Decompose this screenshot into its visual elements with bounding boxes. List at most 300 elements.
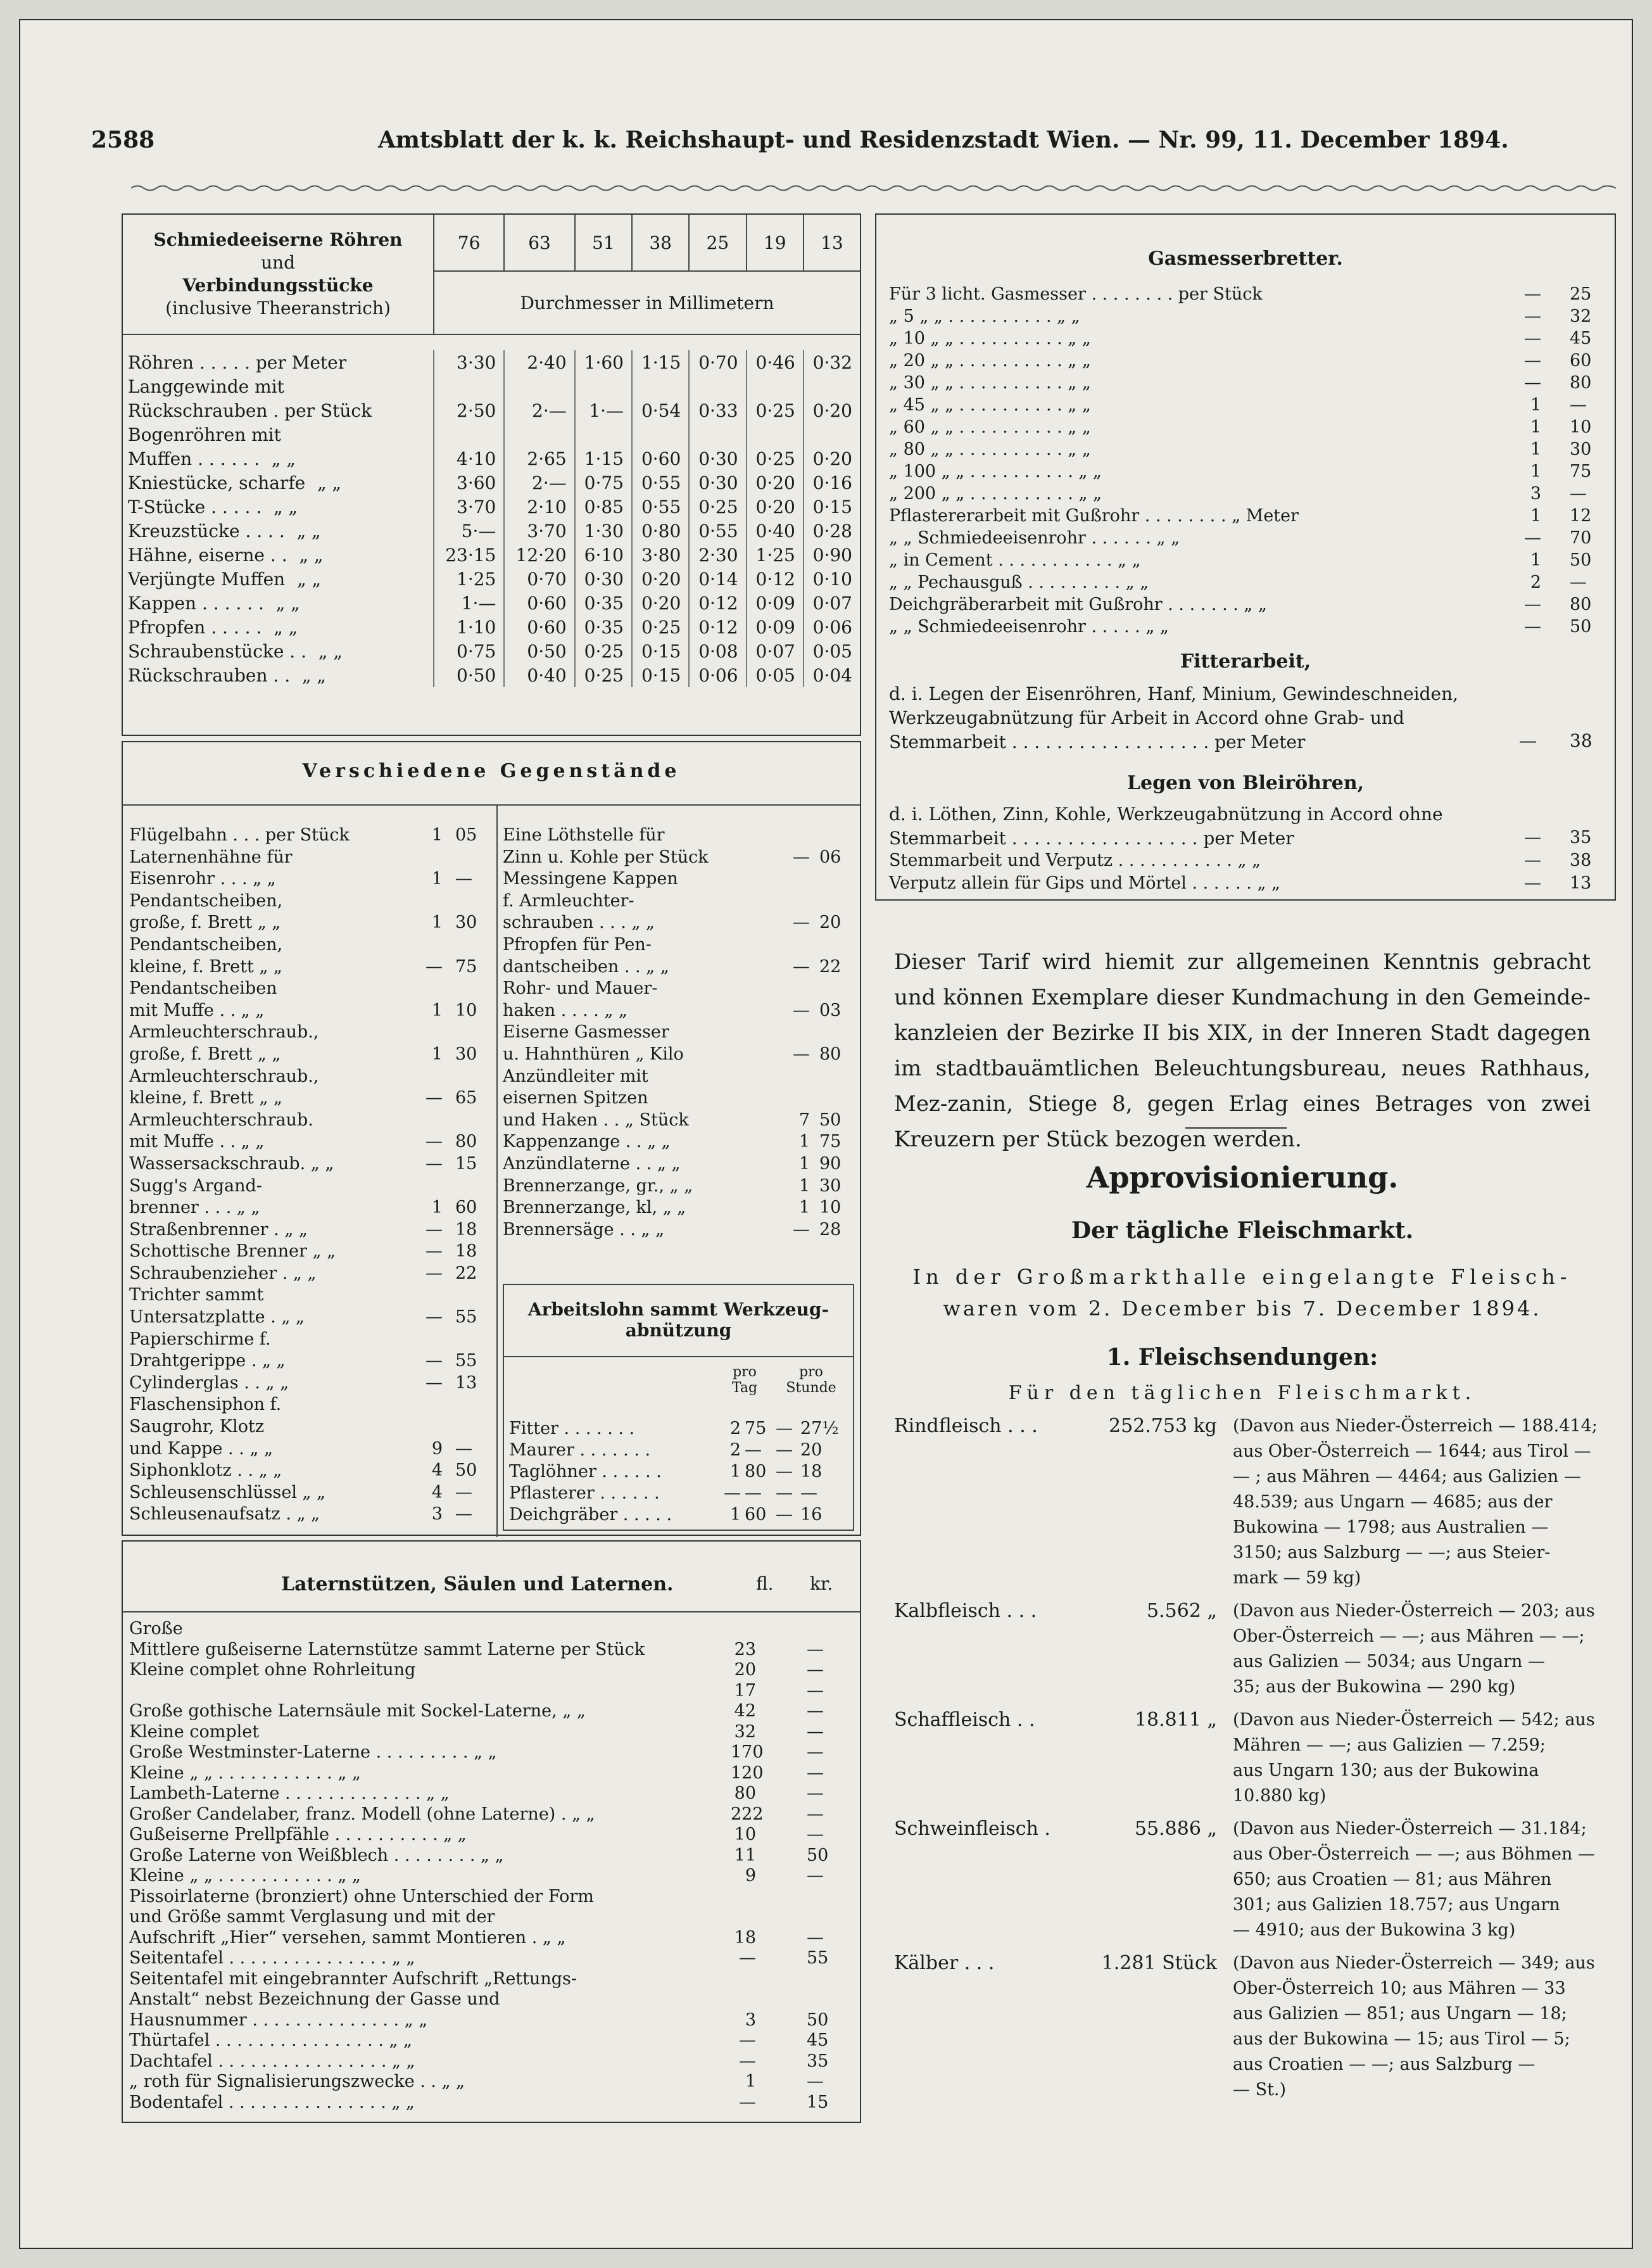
list-item xyxy=(129,868,490,890)
meat-amount: 1.281 Stück xyxy=(1101,1952,1217,1974)
detail-line: aus Ungarn 130; aus der Bukowina xyxy=(1233,1761,1539,1780)
item-label: Eisenrohr . . . „ „ xyxy=(129,869,276,889)
item-label: Pendantscheiben, xyxy=(129,934,283,954)
item-kr: 65 xyxy=(455,1088,477,1108)
item-label: „ 45 „ „ . . . . . . . . . . „ „ xyxy=(889,395,1091,415)
item-fl: — xyxy=(426,1307,443,1327)
table-row xyxy=(123,447,860,471)
list-item xyxy=(129,1482,490,1504)
posts-rows xyxy=(129,1619,857,2113)
list-item xyxy=(503,890,854,913)
cell-value: 1·15 xyxy=(575,447,632,471)
item-fl: 80 xyxy=(734,1783,756,1803)
table-row xyxy=(123,591,860,615)
list-item xyxy=(889,849,1611,872)
item-kr: 50 xyxy=(807,2010,829,2030)
item-label: Kleine „ „ . . . . . . . . . . . „ „ xyxy=(129,1763,361,1783)
item-fl: — xyxy=(426,1153,443,1174)
list-item xyxy=(129,1044,490,1066)
detail-line: (Davon aus Nieder-Österreich — 542; aus xyxy=(1233,1710,1595,1730)
labor-hr-fl: — xyxy=(776,1440,793,1460)
misc-box xyxy=(122,741,861,1536)
item-kr: 45 xyxy=(807,2030,829,2050)
item-label: Seitentafel mit eingebrannter Aufschrift „Rettungs- xyxy=(129,1968,577,1989)
item-label: mit Muffe . . „ „ xyxy=(129,1132,265,1152)
list-item xyxy=(129,1175,490,1198)
list-item xyxy=(129,1783,857,1804)
cell-value xyxy=(575,374,632,398)
table-row xyxy=(123,663,860,687)
item-label: Brennerzange, gr., „ „ xyxy=(503,1175,693,1196)
list-item xyxy=(129,1619,857,1640)
item-kr: — xyxy=(807,1763,824,1783)
item-label: Armleuchterschraub., xyxy=(129,1022,319,1042)
meat-name: Schaffleisch . . xyxy=(894,1709,1035,1731)
list-item xyxy=(889,327,1611,350)
item-label: Armleuchterschraub. xyxy=(129,1110,313,1130)
item-label: Rohr- und Mauer- xyxy=(503,979,658,999)
cell-value xyxy=(434,422,504,447)
cell-value: 1·— xyxy=(434,591,504,615)
list-item xyxy=(503,868,854,890)
table-row xyxy=(123,471,860,495)
row-name: Hähne, eiserne . . xyxy=(128,544,287,566)
list-item xyxy=(889,394,1611,416)
list-item xyxy=(129,890,490,913)
cell-value: 0·25 xyxy=(747,398,804,422)
posts-head-fl: fl. xyxy=(756,1573,774,1594)
item-fl: 1 xyxy=(798,1132,810,1152)
cell-value: 0·90 xyxy=(804,543,860,567)
cell-value: 0·15 xyxy=(632,663,689,687)
item-fl: 120 xyxy=(731,1763,764,1783)
list-item xyxy=(129,1066,490,1088)
row-unit: „ „ xyxy=(291,520,321,542)
cell-value: 0·70 xyxy=(689,350,746,374)
labor-row xyxy=(509,1483,851,1504)
item-fl: 1 xyxy=(1530,462,1541,481)
item-kr: — xyxy=(807,1701,824,1721)
list-item xyxy=(129,1969,857,1990)
list-item xyxy=(129,1284,490,1307)
list-item xyxy=(889,872,1611,895)
cell-value: 0·12 xyxy=(689,615,746,639)
cell-value: 2·— xyxy=(504,398,574,422)
row-label xyxy=(123,567,434,591)
cell-value: 1·25 xyxy=(747,543,804,567)
labor-name: Deichgräber . . . . . xyxy=(509,1505,672,1524)
item-fl: 1 xyxy=(431,869,443,889)
detail-line: aus Ober-Österreich — 1644; aus Tirol — xyxy=(1233,1441,1591,1461)
item-kr: — xyxy=(1570,395,1587,415)
meat-name: Kalbfleisch . . . xyxy=(894,1600,1037,1622)
item-label: Schottische Brenner „ „ xyxy=(129,1241,336,1262)
item-kr: 05 xyxy=(455,825,477,845)
detail-line: Bukowina — 1798; aus Australien — xyxy=(1233,1517,1549,1537)
cell-value: 2·40 xyxy=(504,350,574,374)
cell-value: 1·60 xyxy=(575,350,632,374)
item-label: Dachtafel . . . . . . . . . . . . . . . . „ „ xyxy=(129,2051,415,2071)
item-label: dantscheiben . . „ „ xyxy=(503,956,669,977)
item-label: Drahtgerippe . „ „ xyxy=(129,1351,286,1371)
diameter-63: 63 xyxy=(504,215,574,271)
list-item xyxy=(889,483,1611,505)
list-item xyxy=(503,912,854,934)
cell-value: 0·60 xyxy=(504,591,574,615)
list-item xyxy=(129,1197,490,1219)
item-fl: 1 xyxy=(798,1198,810,1218)
item-label: Anzündleiter mit xyxy=(503,1066,648,1086)
list-item xyxy=(889,438,1611,460)
item-label: „ 200 „ „ . . . . . . . . . . „ „ xyxy=(889,484,1102,504)
item-kr: 55 xyxy=(455,1307,477,1327)
list-item xyxy=(129,1887,857,1908)
posts-title: Laternstützen, Säulen und Laternen. xyxy=(281,1573,674,1595)
list-item xyxy=(889,505,1611,527)
item-fl: 222 xyxy=(731,1804,764,1824)
item-kr: 80 xyxy=(1570,595,1592,614)
item-kr: 38 xyxy=(1570,851,1592,870)
list-item xyxy=(503,1219,854,1241)
item-fl: — xyxy=(426,1132,443,1152)
item-label: und Größe sammt Verglasung und mit der xyxy=(129,1907,495,1927)
item-label: „ „ Schmiedeeisenrohr . . . . . „ „ xyxy=(889,617,1169,637)
row-name: Rückschrauben . . xyxy=(128,664,291,686)
list-item xyxy=(129,1825,857,1846)
item-label: „ „ Pechausguß . . . . . . . . . „ „ xyxy=(889,573,1149,592)
misc-title: Verschiedene Gegenstände xyxy=(302,760,681,782)
row-unit: „ „ xyxy=(312,472,342,493)
table-row xyxy=(123,519,860,543)
labor-day-kr: 60 xyxy=(745,1505,767,1524)
cell-value xyxy=(747,374,804,398)
cell-value: 1·15 xyxy=(632,350,689,374)
diameter-51: 51 xyxy=(575,215,632,271)
row-name: Verjüngte Muffen xyxy=(128,568,286,590)
labor-day-kr: — xyxy=(745,1483,762,1503)
item-label: eisernen Spitzen xyxy=(503,1088,648,1108)
cell-value: 1·10 xyxy=(434,615,504,639)
fitter-fl: — xyxy=(1519,730,1537,751)
meat-detail xyxy=(1233,1951,1595,2103)
item-fl: 3 xyxy=(1530,484,1541,504)
list-item xyxy=(129,1866,857,1887)
cell-value: 0·04 xyxy=(804,663,860,687)
item-label: Thürtafel . . . . . . . . . . . . . . . . „ „ xyxy=(129,2030,413,2050)
list-item xyxy=(503,956,854,979)
list-item xyxy=(129,1989,857,2010)
list-item xyxy=(129,2030,857,2051)
cell-value: 0·25 xyxy=(689,495,746,519)
item-label: „ 60 „ „ . . . . . . . . . . „ „ xyxy=(889,417,1091,437)
list-item xyxy=(129,1263,490,1285)
blei-rows xyxy=(889,827,1611,895)
misc-right-list xyxy=(503,825,854,1241)
item-kr: 03 xyxy=(819,1000,842,1020)
item-label: Seitentafel . . . . . . . . . . . . . . . „ „ xyxy=(129,1948,415,1968)
list-item xyxy=(129,1460,490,1482)
cell-value: 0·70 xyxy=(504,567,574,591)
item-label: Schraubenzieher . „ „ xyxy=(129,1263,317,1283)
item-label: Untersatzplatte . „ „ xyxy=(129,1307,305,1327)
cell-value xyxy=(804,422,860,447)
row-label xyxy=(123,422,434,447)
item-label: Pendantscheiben xyxy=(129,979,277,999)
detail-line: (Davon aus Nieder-Österreich — 349; aus xyxy=(1233,1953,1595,1973)
item-label: brenner . . . „ „ xyxy=(129,1198,260,1218)
item-fl: 1 xyxy=(1530,395,1541,415)
table-row xyxy=(123,422,860,447)
table-row xyxy=(123,350,860,374)
cell-value: 0·20 xyxy=(747,495,804,519)
item-fl: — xyxy=(739,2051,756,2071)
table-row xyxy=(123,567,860,591)
item-fl: — xyxy=(1524,373,1541,393)
list-item xyxy=(889,827,1611,849)
list-item xyxy=(503,1022,854,1044)
meat-amount: 252.753 kg xyxy=(1109,1415,1217,1437)
item-fl: 170 xyxy=(731,1742,764,1762)
gas-rows xyxy=(889,283,1611,638)
page-header xyxy=(20,20,1634,172)
cell-value: 0·08 xyxy=(689,639,746,663)
detail-line: 10.880 kg) xyxy=(1233,1786,1327,1806)
labor-day-fl: 2 xyxy=(729,1440,741,1460)
row-label xyxy=(123,398,434,422)
item-label: Straßenbrenner . „ „ xyxy=(129,1219,308,1239)
list-item xyxy=(129,1948,857,1969)
list-item xyxy=(503,1197,854,1219)
item-fl: 3 xyxy=(431,1504,443,1524)
item-label: Gußeiserne Prellpfähle . . . . . . . . . . „ „ xyxy=(129,1825,467,1844)
row-unit: „ „ xyxy=(270,592,300,614)
cell-value: 0·05 xyxy=(804,639,860,663)
row-name: Kappen . . . . . . xyxy=(128,592,264,614)
item-kr: — xyxy=(807,1742,824,1762)
item-fl: 42 xyxy=(734,1701,756,1721)
item-kr: 12 xyxy=(1570,506,1592,526)
header-rule xyxy=(131,184,1616,193)
cell-value: 0·40 xyxy=(747,519,804,543)
diameter-13: 13 xyxy=(804,215,860,271)
item-label: „ „ Schmiedeeisenrohr . . . . . . „ „ xyxy=(889,528,1180,548)
cell-value: 2·10 xyxy=(504,495,574,519)
item-label: Anzündlaterne . . „ „ xyxy=(503,1153,681,1174)
blei-title: Legen von Bleiröhren, xyxy=(1126,772,1365,794)
item-kr: 50 xyxy=(455,1460,477,1481)
item-kr: 80 xyxy=(1570,373,1592,393)
list-item xyxy=(503,1066,854,1088)
cell-value: 4·10 xyxy=(434,447,504,471)
blei-line: Stemmarbeit . . . . . . . . . . . . . . . . . per Meter xyxy=(889,828,1294,849)
table-row xyxy=(123,398,860,422)
item-kr: 18 xyxy=(455,1219,477,1239)
cell-value: 2·— xyxy=(504,471,574,495)
pipes-title-4: (inclusive Theeranstrich) xyxy=(165,298,391,319)
row-unit: „ „ xyxy=(268,616,298,638)
row-label xyxy=(123,471,434,495)
cell-value: 3·70 xyxy=(434,495,504,519)
list-item xyxy=(129,1110,490,1132)
item-kr: 55 xyxy=(455,1351,477,1371)
cell-value: 0·33 xyxy=(689,398,746,422)
detail-line: aus Ober-Österreich — —; aus Böhmen — xyxy=(1233,1844,1595,1864)
approv-subtitle: Der tägliche Fleischmarkt. xyxy=(1071,1217,1414,1244)
item-label: Sugg's Argand- xyxy=(129,1175,262,1196)
cell-value: 0·16 xyxy=(804,471,860,495)
item-kr: 90 xyxy=(819,1153,842,1174)
pipes-title-cell xyxy=(123,215,434,334)
item-label: Papierschirme f. xyxy=(129,1329,271,1349)
item-kr: 60 xyxy=(455,1198,477,1218)
item-label: Deichgräberarbeit mit Gußrohr . . . . . . . „ „ xyxy=(889,595,1267,614)
item-fl: — xyxy=(793,913,810,933)
cell-value xyxy=(632,374,689,398)
item-kr: 50 xyxy=(819,1110,842,1130)
posts-box xyxy=(122,1540,861,2123)
item-fl: — xyxy=(1524,828,1541,847)
detail-line: aus Croatien — —; aus Salzburg — xyxy=(1233,2055,1535,2074)
item-fl: — xyxy=(1524,595,1541,614)
cell-value: 0·50 xyxy=(434,663,504,687)
item-fl: 1 xyxy=(798,1175,810,1196)
cell-value: 3·70 xyxy=(504,519,574,543)
row-unit: „ „ xyxy=(296,664,326,686)
cell-value: 0·50 xyxy=(504,639,574,663)
row-name: T-Stücke . . . . . xyxy=(128,496,262,517)
row-unit: „ „ xyxy=(313,640,343,662)
item-label: kleine, f. Brett „ „ xyxy=(129,1088,282,1108)
labor-hr-kr: 20 xyxy=(800,1440,823,1460)
item-label: Kappenzange . . „ „ xyxy=(503,1132,671,1152)
divider xyxy=(1185,1127,1287,1129)
list-item xyxy=(889,372,1611,394)
cell-value: 0·25 xyxy=(575,639,632,663)
item-fl: 1 xyxy=(431,1000,443,1020)
list-item xyxy=(129,1350,490,1372)
labor-day-fl: 2 xyxy=(729,1419,741,1438)
detail-line: aus Galizien — 5034; aus Ungarn — xyxy=(1233,1652,1545,1671)
item-fl: 2 xyxy=(1530,573,1541,592)
item-label: Kleine complet ohne Rohrleitung xyxy=(129,1660,416,1680)
item-label: Pflastererarbeit mit Gußrohr . . . . . . . . „ Meter xyxy=(889,506,1299,526)
item-label: große, f. Brett „ „ xyxy=(129,913,281,933)
item-label: Große Laterne von Weißblech . . . . . . . . „ „ xyxy=(129,1845,504,1865)
item-fl: — xyxy=(793,847,810,867)
row-unit: „ „ xyxy=(293,544,324,566)
list-item xyxy=(503,978,854,1000)
detail-line: aus Galizien — 851; aus Ungarn — 18; xyxy=(1233,2004,1567,2024)
labor-day-kr: — xyxy=(745,1440,762,1460)
list-item xyxy=(889,305,1611,327)
item-kr: 50 xyxy=(807,1845,829,1865)
item-label: Brennerzange, kl, „ „ xyxy=(503,1198,686,1218)
item-fl: 32 xyxy=(734,1721,756,1742)
cell-value: 5·— xyxy=(434,519,504,543)
labor-row xyxy=(509,1418,851,1440)
item-kr: — xyxy=(807,1639,824,1659)
row-label xyxy=(123,543,434,567)
item-kr: — xyxy=(807,1804,824,1824)
item-fl: 23 xyxy=(734,1639,756,1659)
item-kr: 22 xyxy=(819,956,842,977)
blei-line: d. i. Löthen, Zinn, Kohle, Werkzeugabnützung in Accord ohne xyxy=(889,804,1443,825)
item-label: und Haken . . „ Stück xyxy=(503,1110,689,1130)
cell-value: 0·54 xyxy=(632,398,689,422)
meat-amount: 5.562 „ xyxy=(1147,1600,1217,1622)
detail-line: 3150; aus Salzburg — —; aus Steier- xyxy=(1233,1543,1551,1562)
item-fl: 9 xyxy=(745,1866,756,1885)
diameter-38: 38 xyxy=(632,215,689,271)
list-item xyxy=(503,1153,854,1175)
labor-day-kr: 80 xyxy=(745,1462,767,1481)
detail-line: 301; aus Galizien 18.757; aus Ungarn xyxy=(1233,1895,1560,1915)
item-kr: 35 xyxy=(1570,828,1592,847)
item-fl: — xyxy=(426,1263,443,1283)
labor-hr-kr: — xyxy=(800,1483,817,1503)
item-fl: — xyxy=(1524,873,1541,893)
labor-row xyxy=(509,1504,851,1526)
labor-hr-kr: 27½ xyxy=(800,1419,839,1438)
list-item xyxy=(129,912,490,934)
list-item xyxy=(503,934,854,956)
item-fl: 7 xyxy=(798,1110,810,1130)
fitter-line: Werkzeugabnützung für Arbeit in Accord ohne Grab- und xyxy=(889,707,1404,728)
item-label: Brennersäge . . „ „ xyxy=(503,1219,665,1239)
cell-value: 0·60 xyxy=(632,447,689,471)
item-fl: 3 xyxy=(745,2010,756,2030)
item-kr: — xyxy=(807,1825,824,1844)
list-item xyxy=(889,460,1611,483)
cell-value: 0·15 xyxy=(632,639,689,663)
row-unit: „ „ xyxy=(266,448,296,469)
item-kr: 50 xyxy=(1570,550,1592,570)
item-fl: 1 xyxy=(1530,440,1541,459)
list-item xyxy=(129,1504,490,1526)
item-kr: 32 xyxy=(1570,307,1592,326)
list-item xyxy=(889,416,1611,438)
item-fl: — xyxy=(1524,329,1541,348)
list-item xyxy=(129,2072,857,2093)
fitter-line: Stemmarbeit . . . . . . . . . . . . . . . . . . per Meter xyxy=(889,732,1306,752)
fitter-kr: 38 xyxy=(1570,730,1592,751)
item-fl: — xyxy=(426,1088,443,1108)
item-fl: — xyxy=(793,956,810,977)
cell-value: 0·35 xyxy=(575,591,632,615)
item-fl: — xyxy=(1524,851,1541,870)
diameter-19: 19 xyxy=(747,215,804,271)
labor-hr-fl: — xyxy=(776,1419,793,1438)
item-fl: — xyxy=(793,1000,810,1020)
cell-value: 23·15 xyxy=(434,543,504,567)
cell-value: 0·20 xyxy=(804,447,860,471)
item-kr: — xyxy=(455,1504,472,1524)
cell-value: 0·46 xyxy=(747,350,804,374)
item-kr: 30 xyxy=(455,913,477,933)
item-fl: 4 xyxy=(431,1482,443,1502)
cell-value: 0·10 xyxy=(804,567,860,591)
list-item xyxy=(129,1722,857,1743)
item-label: Zinn u. Kohle per Stück xyxy=(503,847,709,867)
cell-value: 0·20 xyxy=(632,591,689,615)
list-item xyxy=(503,1000,854,1022)
list-item xyxy=(889,616,1611,638)
cell-value xyxy=(689,422,746,447)
page-title: Amtsblatt der k. k. Reichshaupt- und Residenzstadt Wien. — Nr. 99, 11. December 1894. xyxy=(378,127,1509,153)
list-item xyxy=(129,1394,490,1416)
item-kr: 15 xyxy=(807,2092,829,2112)
table-row xyxy=(123,495,860,519)
